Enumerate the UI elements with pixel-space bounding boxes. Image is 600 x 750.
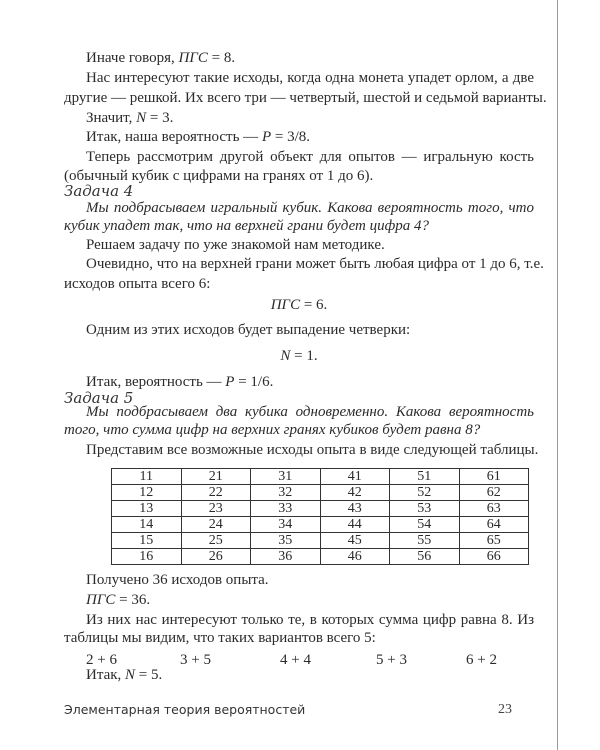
table-cell: 16	[112, 549, 182, 565]
text-segment: Одним из этих исходов будет выпадение четверки:	[86, 322, 411, 338]
table-cell: 45	[320, 533, 390, 549]
table-cell: 23	[181, 501, 251, 517]
page-edge	[557, 0, 558, 750]
table-cell: 12	[112, 485, 182, 501]
math-variable: P	[261, 129, 272, 145]
text-segment: другие — решкой. Их всего три — четвертый, шестой и седьмой варианты.	[64, 90, 547, 106]
text-line	[86, 147, 534, 167]
table-cell: 21	[181, 469, 251, 485]
text-segment: Иначе говоря,	[86, 50, 179, 66]
text-line	[64, 88, 547, 108]
table-cell: 62	[459, 485, 529, 501]
text-segment: Теперь рассмотрим другой объект для опытов — игральную кость	[86, 149, 534, 165]
text-line	[86, 127, 534, 147]
text-line	[64, 216, 534, 236]
table-cell: 46	[320, 549, 390, 565]
text-segment: того, что сумма цифр на верхних гранях кубиков будет равна 8?	[64, 422, 481, 438]
text-segment: Итак, вероятность —	[86, 374, 226, 390]
table-cell: 11	[112, 469, 182, 485]
text-line	[86, 590, 534, 610]
sum-item: 5 + 3	[376, 652, 407, 668]
table-cell: 41	[320, 469, 390, 485]
table-cell: 66	[459, 549, 529, 565]
text-segment: Итак, наша вероятность —	[86, 129, 262, 145]
running-footer-title: Элементарная теория вероятностей	[64, 702, 306, 717]
text-line	[64, 346, 534, 366]
text-line	[86, 610, 534, 630]
table-row	[112, 485, 529, 501]
text-line	[86, 570, 534, 590]
text-line	[86, 320, 534, 340]
table-cell: 61	[459, 469, 529, 485]
text-segment: = 6.	[300, 297, 328, 313]
text-line	[86, 68, 534, 88]
math-variable: N	[280, 348, 291, 364]
text-line	[64, 274, 534, 294]
text-segment: Очевидно, что на верхней грани может быть любая цифра от 1 до 6, т.е.	[86, 256, 544, 272]
table-row	[112, 501, 529, 517]
table-cell: 65	[459, 533, 529, 549]
sum-item: 6 + 2	[466, 652, 497, 668]
text-segment: = 8.	[207, 50, 236, 66]
text-segment: = 3.	[146, 110, 174, 126]
text-line	[86, 402, 534, 422]
text-segment: = 3/8.	[271, 129, 310, 145]
table-row	[112, 517, 529, 533]
outcomes-table	[111, 468, 529, 565]
table-cell: 42	[320, 485, 390, 501]
text-segment: Задача 4	[64, 182, 134, 200]
math-variable: ПГС	[86, 592, 116, 608]
text-segment: = 1.	[290, 348, 318, 364]
text-line	[86, 48, 534, 68]
table-cell: 31	[251, 469, 321, 485]
table-cell: 55	[390, 533, 460, 549]
sum-item: 2 + 6	[86, 652, 117, 668]
table-row	[112, 533, 529, 549]
table-cell: 63	[459, 501, 529, 517]
table-cell: 13	[112, 501, 182, 517]
text-segment: Из них нас интересуют только те, в которых сумма цифр равна 8. Из	[86, 612, 534, 628]
math-variable: N	[125, 667, 136, 683]
page-number: 23	[498, 702, 512, 717]
text-segment: = 36.	[115, 592, 151, 608]
table-cell: 34	[251, 517, 321, 533]
table-cell: 36	[251, 549, 321, 565]
table-cell: 14	[112, 517, 182, 533]
text-segment: Получено 36 исходов опыта.	[86, 572, 269, 588]
table-cell: 26	[181, 549, 251, 565]
text-segment: исходов опыта всего 6:	[64, 276, 211, 292]
text-line	[64, 295, 534, 315]
text-segment: кубик упадет так, что на верхней грани будет цифра 4?	[64, 218, 430, 234]
text-segment: Представим все возможные исходы опыта в виде следующей таблицы.	[86, 442, 539, 458]
math-variable: N	[136, 110, 147, 126]
text-segment: Решаем задачу по уже знакомой нам методике.	[86, 237, 385, 253]
text-segment: Мы подбрасываем игральный кубик. Какова вероятность того, что	[86, 200, 534, 216]
text-segment: Мы подбрасываем два кубика одновременно. Какова вероятность	[86, 404, 534, 420]
text-segment: таблицы мы видим, что таких вариантов всего 5:	[64, 630, 376, 646]
table-cell: 32	[251, 485, 321, 501]
math-variable: ПГС	[178, 50, 208, 66]
sum-item: 3 + 5	[180, 652, 211, 668]
table-cell: 22	[181, 485, 251, 501]
table-row	[112, 549, 529, 565]
text-segment: Значит,	[86, 110, 137, 126]
text-segment: Задача 5	[64, 389, 134, 407]
text-line	[86, 198, 534, 218]
table-cell: 54	[390, 517, 460, 533]
math-variable: ПГС	[270, 297, 301, 313]
text-segment: Итак,	[86, 667, 126, 683]
sum-item: 4 + 4	[280, 652, 311, 668]
text-line	[86, 254, 544, 274]
text-line	[86, 108, 534, 128]
text-line	[64, 420, 534, 440]
table-cell: 33	[251, 501, 321, 517]
table-cell: 52	[390, 485, 460, 501]
text-line	[86, 235, 534, 255]
table-cell: 51	[390, 469, 460, 485]
table-cell: 53	[390, 501, 460, 517]
text-segment: (обычный кубик с цифрами на гранях от 1 до 6).	[64, 168, 374, 184]
text-segment: Нас интересуют такие исходы, когда одна монета упадет орлом, а две	[86, 70, 534, 86]
table-cell: 43	[320, 501, 390, 517]
math-variable: P	[225, 374, 235, 390]
table-cell: 25	[181, 533, 251, 549]
table-cell: 44	[320, 517, 390, 533]
table-cell: 15	[112, 533, 182, 549]
text-line	[86, 440, 539, 460]
text-line	[64, 628, 534, 648]
table-cell: 24	[181, 517, 251, 533]
table-cell: 64	[459, 517, 529, 533]
table-cell: 56	[390, 549, 460, 565]
table-cell: 35	[251, 533, 321, 549]
text-segment: = 5.	[135, 667, 163, 683]
text-segment: = 1/6.	[234, 374, 274, 390]
table-row	[112, 469, 529, 485]
